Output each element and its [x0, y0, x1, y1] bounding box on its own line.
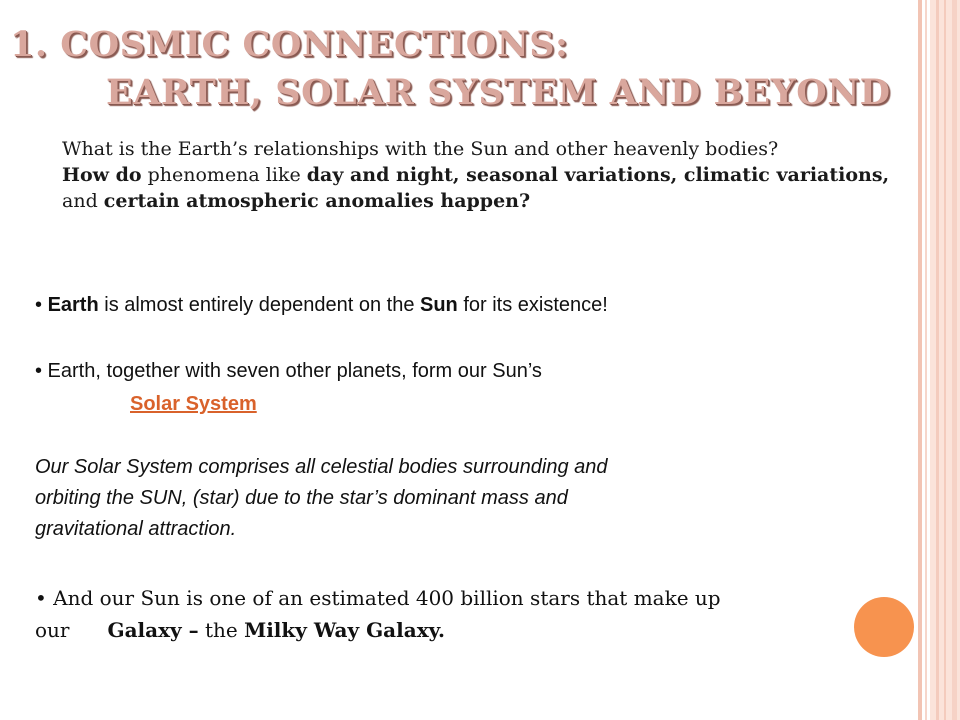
bold-earth: Earth — [47, 294, 99, 316]
intro-paragraph — [62, 136, 892, 214]
bullet-marker: • — [35, 294, 48, 316]
border-strip — [952, 0, 957, 720]
slide-subtitle: EARTH, SOLAR SYSTEM AND BEYOND — [106, 72, 891, 113]
milky-way: Milky Way Galaxy. — [244, 618, 445, 642]
galaxy-text: the — [198, 618, 245, 642]
definition-line: orbiting the SUN, (star) due to the star’s dominant mass and — [35, 487, 568, 509]
intro-text: and — [62, 190, 104, 212]
bullet-text: for its existence! — [457, 294, 608, 316]
bullet-planets: • Earth, together with seven other planets, form our Sun’s — [35, 360, 542, 382]
galaxy-text: our — [35, 618, 70, 642]
border-strip — [944, 0, 946, 720]
galaxy-line-2 — [35, 618, 445, 642]
intro-phenomena: day and night, seasonal variations, climatic variations, — [306, 164, 890, 186]
decorative-orb — [854, 597, 914, 657]
definition-line: Our Solar System comprises all celestial bodies surrounding and — [35, 456, 608, 478]
intro-anomalies: certain atmospheric anomalies happen? — [103, 190, 531, 212]
intro-question: What is the Earth’s relationships with the Sun and other heavenly bodies? — [62, 138, 779, 160]
bold-sun: Sun — [420, 294, 458, 316]
galaxy-bold: Galaxy – — [107, 618, 199, 642]
border-strip — [936, 0, 939, 720]
bullet-earth-dependence — [35, 294, 608, 317]
solar-system-link[interactable]: Solar System — [130, 393, 257, 415]
border-strip — [918, 0, 922, 720]
bullet-text: is almost entirely dependent on the — [98, 294, 420, 316]
galaxy-line: • And our Sun is one of an estimated 400 billion stars that make up — [35, 586, 721, 610]
intro-how-do: How do — [62, 164, 142, 186]
intro-text: phenomena like — [141, 164, 307, 186]
definition-line: gravitational attraction. — [35, 518, 237, 540]
slide-title: 1. COSMIC CONNECTIONS: — [10, 24, 569, 65]
border-strip — [925, 0, 927, 720]
